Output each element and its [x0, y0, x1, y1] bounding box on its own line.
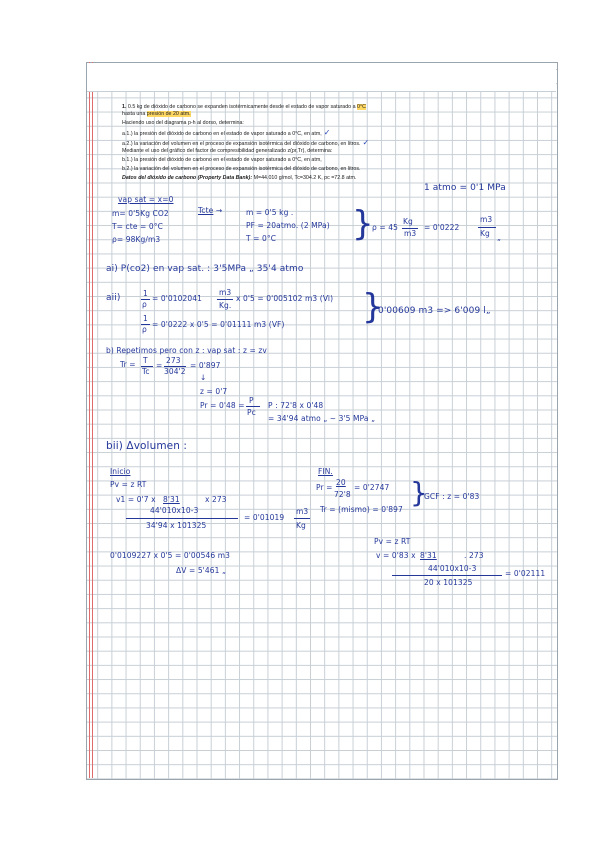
pr-Pc: Pc — [247, 408, 256, 417]
tr-eq: = — [156, 361, 163, 370]
v-initial-unit-num: m3 — [296, 507, 309, 516]
fraction-line — [478, 227, 496, 228]
brace-3: } — [410, 476, 428, 509]
answer-a2-label: aii) — [106, 293, 121, 303]
v-initial-den: 34'94 x 101325 — [146, 521, 207, 530]
v-final-831: 8'31 — [420, 551, 437, 560]
fraction-line — [294, 518, 310, 519]
part-b-title: b) Repetimos pero con z : vap sat : z = zv — [106, 346, 267, 355]
problem-line-3: Haciendo uso del diagrama p-h al dorso, determina: — [122, 120, 244, 126]
pr-final-den: 72'8 — [334, 490, 351, 499]
pv-initial: Pv = z RT — [110, 480, 147, 489]
pr-eq: Pr = 0'48 = — [200, 401, 245, 410]
brace-2: } — [362, 287, 384, 327]
v-initial-unit-den: Kg — [296, 521, 306, 530]
final-mass: m = 0'5 kg . — [246, 208, 294, 217]
inv-rho-1-num: 1 — [143, 289, 148, 298]
vap-sat-note: vap sat = x=0 — [118, 195, 174, 204]
inv-rho-2-num: 1 — [143, 314, 148, 323]
down-arrow-icon: ↓ — [200, 373, 207, 382]
tr-label: Tr = — [120, 360, 136, 369]
problem-line-1: 1. 0.5 kg de dióxido de carbono se expanden isotérmicamente desde el estado de vapor saturado a 0°C — [122, 104, 366, 110]
tr-T: T — [143, 356, 148, 365]
initial-temperature: T= cte = 0°C — [112, 222, 163, 231]
fraction-line — [126, 518, 238, 519]
margin-line-left — [89, 62, 90, 778]
answer-b1: = 34'94 atmo „ ~ 3'5 MPa „ — [268, 414, 376, 423]
volume-final: = 0'0222 x 0'5 = 0'01111 m3 (VF) — [152, 320, 285, 329]
tcte-arrow-label: Tcte → — [198, 206, 223, 215]
density-unit-den: m3 — [404, 229, 417, 238]
check-icon: ✓ — [362, 138, 370, 147]
tr-result: = 0'897 — [190, 361, 221, 370]
a2-unit-num: m3 — [219, 288, 232, 297]
problem-line-6: Mediante el uso del gráfico del factor de compresibilidad generalizado z(pr,Tr), determina: — [122, 148, 333, 154]
tr-3042: 304'2 — [164, 367, 186, 376]
pr-final-label: Pr = — [316, 483, 333, 492]
answer-b2: ΔV = 5'461 „ — [176, 566, 226, 575]
pr-P: P — [249, 396, 254, 405]
problem-line-4: a.1.) la presión del dióxido de carbono en el estado de vapor saturado a 0°C, en atm, ✓ — [122, 128, 331, 137]
final-density: ρ = 45 — [372, 223, 398, 232]
initial-mass: m= 0'5Kg CO2 — [112, 209, 169, 218]
problem-line-7: b.1.) la presión del dióxido de carbono en el estado de vapor saturado a 0°C, en atm, — [122, 157, 322, 163]
check-icon: ✓ — [323, 128, 331, 137]
sv-unit-den: Kg — [480, 229, 490, 238]
problem-line-2: hasta una presión de 20 atm. — [122, 111, 191, 117]
v-final-num: 44'010x10-3 — [428, 564, 477, 573]
density-unit-num: Kg — [403, 217, 413, 226]
tr-Tc: Tc — [142, 367, 150, 376]
volume-calc: 0'0109227 x 0'5 = 0'00546 m3 — [110, 551, 231, 560]
fraction-line — [217, 299, 233, 300]
specific-volume: = 0'0222 — [424, 223, 460, 232]
inv-rho-1-den: ρ — [142, 300, 147, 309]
sv-unit-num: m3 — [480, 215, 493, 224]
atm-conversion: 1 atmo = 0'1 MPa — [424, 183, 506, 193]
part-bii-title: bii) Δvolumen : — [106, 440, 188, 452]
v-initial-831: 8'31 — [163, 495, 180, 504]
problem-line-8: b.2.) la variación del volumen en el proceso de expansión isotérmica del dióxido de carbono, en litros. — [122, 166, 361, 172]
a2-unit-den: Kg. — [219, 301, 232, 310]
gcf-z: GCF : z = 0'83 — [424, 492, 480, 501]
z-value: z = 0'7 — [200, 387, 228, 396]
end-mark: „ — [497, 233, 501, 242]
tr-final: Tr = (mismo) = 0'897 — [320, 505, 403, 514]
final-temperature: T = 0°C — [246, 234, 277, 243]
specific-volume-initial: = 0'0102041 — [152, 294, 203, 303]
pr-final-result: = 0'2747 — [354, 483, 390, 492]
answer-a2-result: 0'00609 m3 => 6'009 l„ — [378, 306, 491, 316]
v-final-a: v = 0'83 x — [376, 551, 416, 560]
fraction-line — [246, 406, 260, 407]
initial-density: ρ= 98Kg/m3 — [112, 235, 161, 244]
tr-273: 273 — [166, 356, 181, 365]
answer-a1: ai) P(co2) en vap sat. : 3'5MPa „ 35'4 atmo — [106, 264, 304, 274]
v-final-den: 20 x 101325 — [424, 578, 473, 587]
fin-label: FIN. — [318, 467, 333, 476]
v-final-273: . 273 — [464, 551, 484, 560]
pr-final-num: 20 — [336, 478, 346, 487]
problem-line-9: Datos del dióxido de carbono (Property Data Bank): M=44.010 g/mol, Tc=304.2 K, pc =72.8 atm. — [122, 175, 357, 181]
pressure-calc: P : 72'8 x 0'48 — [268, 401, 324, 410]
brace-1: } — [352, 204, 374, 244]
v-initial-result: = 0'01019 — [244, 513, 285, 522]
volume-initial: x 0'5 = 0'005102 m3 (Vi) — [236, 294, 334, 303]
v-initial-273: x 273 — [205, 495, 227, 504]
fraction-line — [392, 575, 502, 576]
inicio-label: Inicio — [110, 467, 131, 476]
margin-line-right — [92, 62, 93, 778]
pv-final: Pv = z RT — [374, 537, 411, 546]
problem-line-5: a.2.) la variación del volumen en el proceso de expansión isotérmica del dióxido de carbono, en litros. ✓ — [122, 138, 370, 147]
page-header-band — [87, 63, 556, 92]
v-initial-a: v1 = 0'7 x — [116, 495, 156, 504]
final-pressure: PF = 20atmo. (2 MPa) — [246, 221, 330, 230]
v-initial-num: 44'010x10-3 — [150, 506, 199, 515]
v-final-result: = 0'02111 — [505, 569, 546, 578]
inv-rho-2-den: ρ — [142, 325, 147, 334]
